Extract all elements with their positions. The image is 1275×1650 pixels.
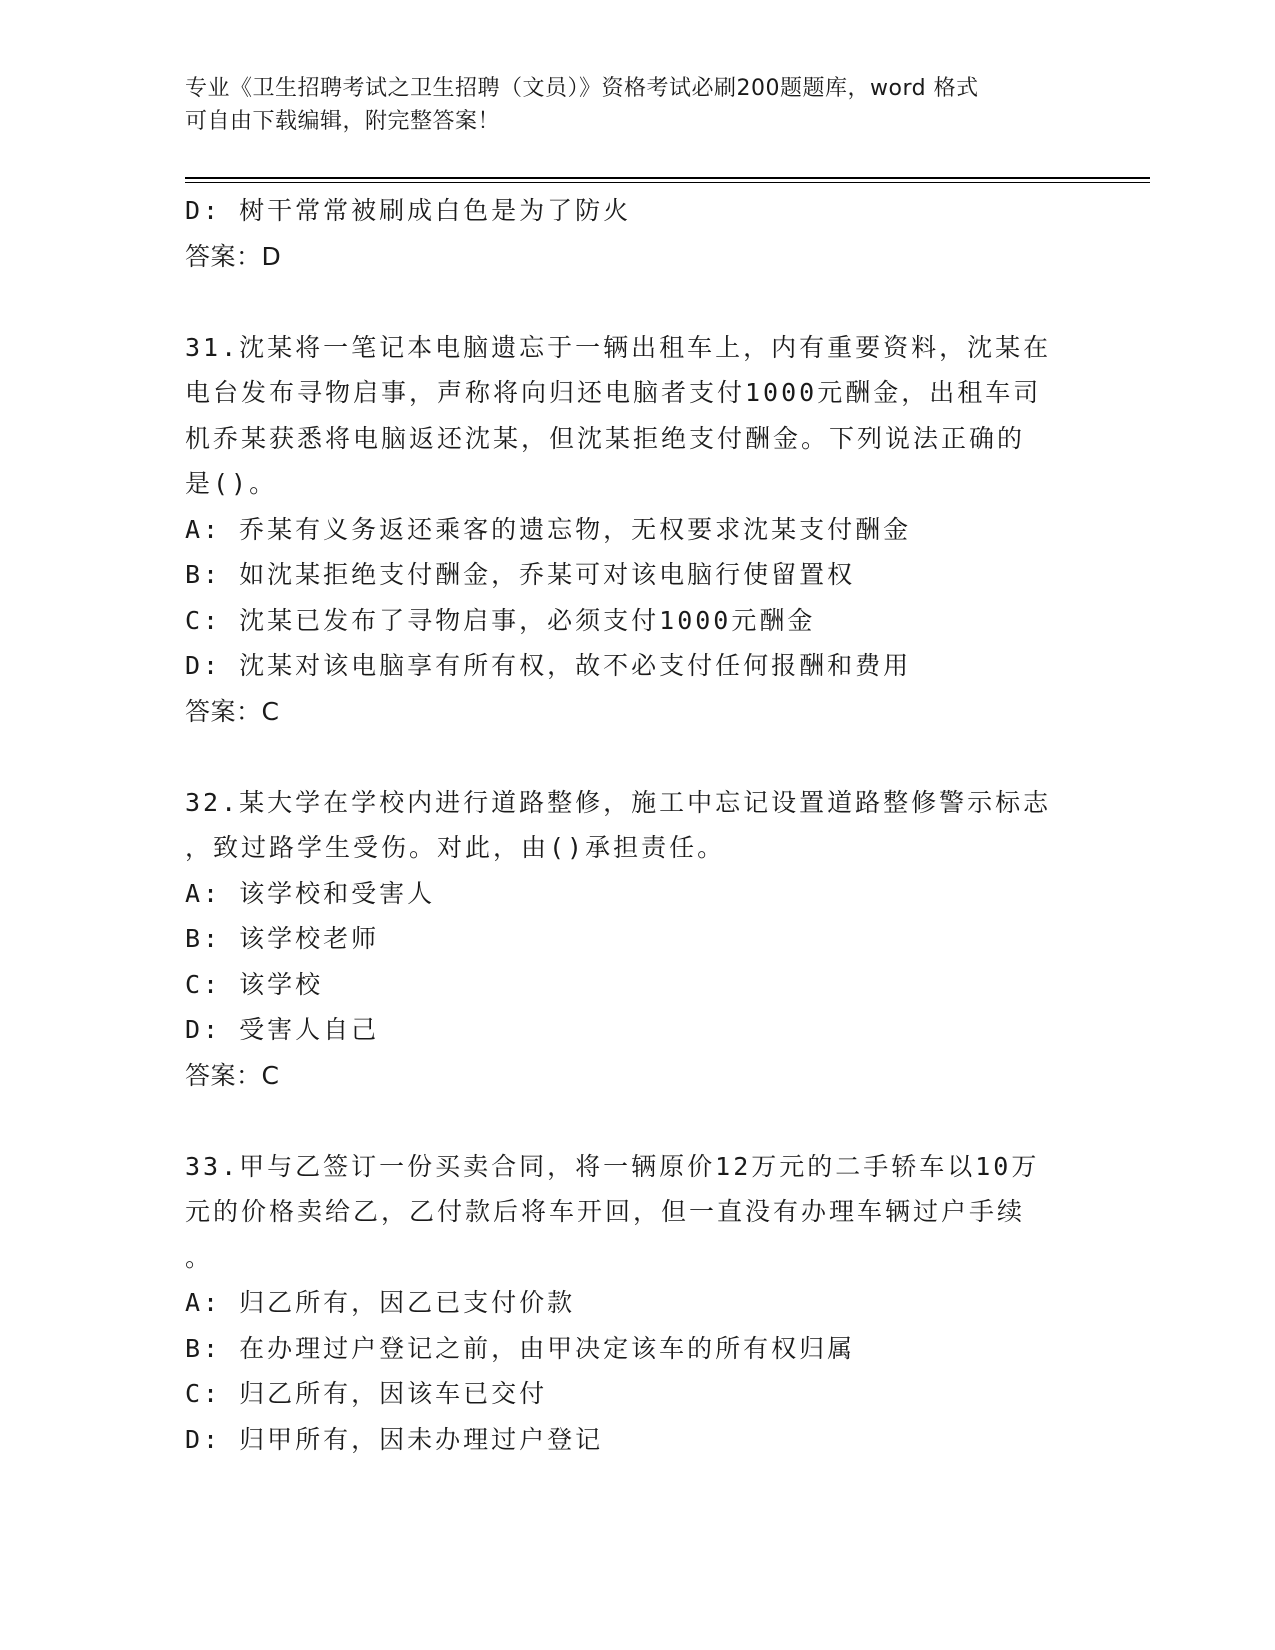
header-line-2: 可自由下载编辑，附完整答案！: [185, 109, 501, 134]
spacer: [185, 734, 1075, 780]
option-d: D: 树干常常被刷成白色是为了防火: [185, 196, 632, 225]
option-c: C: 该学校: [185, 969, 324, 999]
option-c: C: 沈某已发布了寻物启事，必须支付1000元酬金: [185, 605, 816, 635]
option-d: D: 受害人自己: [185, 1015, 380, 1044]
question-stem-line: ，致过路学生受伤。对此，由()承担责任。: [185, 833, 726, 862]
option-a: A: 归乙所有，因乙已支付价款: [185, 1288, 576, 1317]
header-line-1: 专业《卫生招聘考试之卫生招聘（文员）》资格考试必刷200题题库，word 格式: [185, 76, 979, 101]
option-d: D: 沈某对该电脑享有所有权，故不必支付任何报酬和费用: [185, 651, 912, 680]
option-d: D: 归甲所有，因未办理过户登记: [185, 1424, 604, 1454]
question-block-32: [185, 780, 1075, 1099]
spacer: [185, 1098, 1075, 1144]
option-b: B: 该学校老师: [185, 924, 380, 953]
answer-line: 答案：C: [185, 696, 280, 726]
question-stem-line: 31.沈某将一笔记本电脑遗忘于一辆出租车上，内有重要资料，沈某在: [185, 332, 1052, 362]
answer-line: 答案：D: [185, 241, 282, 271]
question-content: [185, 188, 1075, 1462]
question-stem-line: 电台发布寻物启事，声称将向归还电脑者支付1000元酬金，出租车司: [185, 378, 1042, 407]
header-divider-thin: [185, 182, 1150, 183]
question-stem-line: 33.甲与乙签订一份买卖合同，将一辆原价12万元的二手轿车以10万: [185, 1151, 1040, 1181]
option-a: A: 乔某有义务返还乘客的遗忘物，无权要求沈某支付酬金: [185, 514, 912, 544]
option-a: A: 该学校和受害人: [185, 878, 436, 908]
option-b: B: 如沈某拒绝支付酬金，乔某可对该电脑行使留置权: [185, 560, 856, 589]
question-stem-line: 元的价格卖给乙，乙付款后将车开回，但一直没有办理车辆过户手续: [185, 1197, 1026, 1226]
option-c: C: 归乙所有，因该车已交付: [185, 1379, 548, 1408]
question-stem-line: 32.某大学在学校内进行道路整修，施工中忘记设置道路整修警示标志: [185, 787, 1052, 817]
header-divider-thick: [185, 177, 1150, 179]
spacer: [185, 279, 1075, 325]
question-block-31: [185, 325, 1075, 735]
question-stem-line: 是()。: [185, 469, 278, 498]
question-block-33: [185, 1144, 1075, 1463]
question-stem-line: 机乔某获悉将电脑返还沈某，但沈某拒绝支付酬金。下列说法正确的: [185, 423, 1026, 453]
question-stem-line: 。: [185, 1242, 214, 1272]
answer-line: 答案：C: [185, 1060, 280, 1090]
document-header: [185, 72, 1065, 138]
option-b: B: 在办理过户登记之前，由甲决定该车的所有权归属: [185, 1333, 856, 1363]
